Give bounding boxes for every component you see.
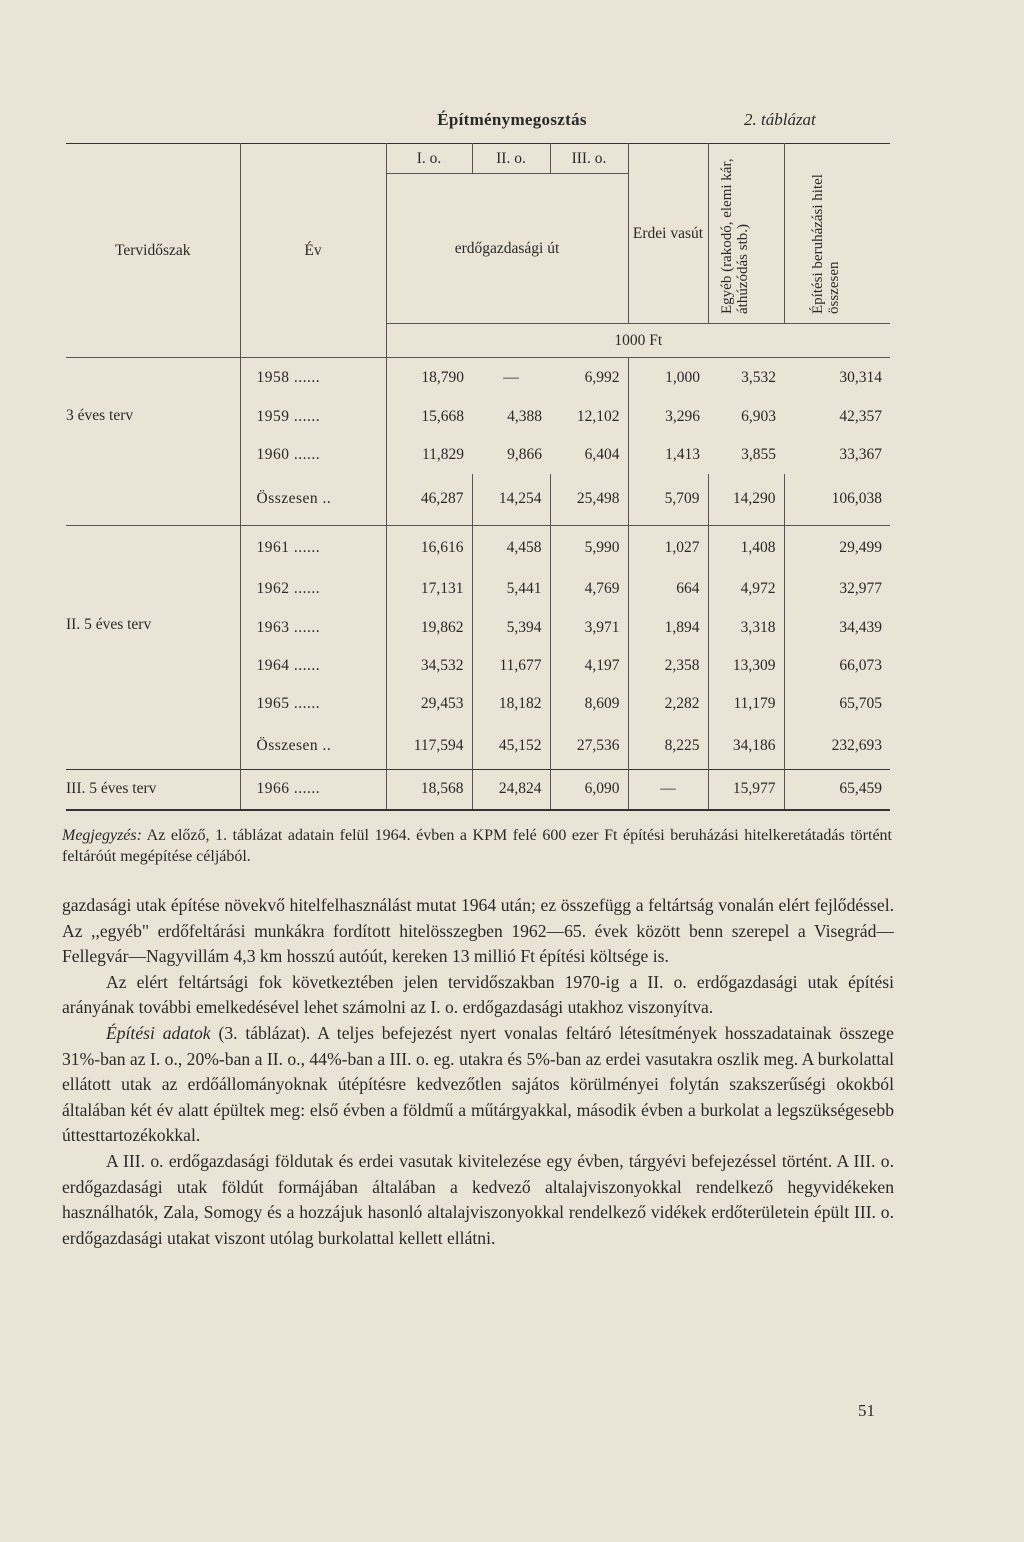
value-cell: 18,568 <box>386 770 472 810</box>
page-number: 51 <box>858 1401 875 1420</box>
value-cell: 29,499 <box>784 526 890 570</box>
header-osszesen: Építési beruházási hitel összesen <box>784 144 890 324</box>
body-text <box>62 893 894 1251</box>
table-number: 2. táblázat <box>744 110 816 129</box>
total-cell: 34,186 <box>708 724 784 770</box>
note-label: Megjegyzés: <box>62 827 142 844</box>
value-cell: 32,977 <box>784 570 890 608</box>
total-cell: 8,225 <box>628 724 708 770</box>
value-cell: 65,705 <box>784 684 890 724</box>
year-cell: 1958 ...... <box>240 358 386 398</box>
value-cell: 2,282 <box>628 684 708 724</box>
value-cell: 34,439 <box>784 608 890 648</box>
year-cell: 1959 ...... <box>240 398 386 436</box>
table-row <box>66 770 890 810</box>
value-cell: 6,992 <box>584 368 620 386</box>
value-cell: 42,357 <box>839 407 882 425</box>
total-label: Összesen .. <box>240 474 386 526</box>
value-cell: 15,668 <box>386 398 472 436</box>
paragraph-lead: Építési adatok <box>106 1022 211 1043</box>
header-erdei-vasut: Erdei vasút <box>628 144 708 324</box>
value-cell: 18,790 <box>386 358 472 398</box>
value-cell: 4,769 <box>550 570 628 608</box>
value-cell: 3,532 <box>741 368 776 386</box>
group-label: 3 éves terv <box>66 406 134 424</box>
year-cell: 1961 ...... <box>240 526 386 570</box>
value-cell: 24,824 <box>472 770 550 810</box>
table-row <box>66 526 890 570</box>
year-cell: 1966 ...... <box>240 770 386 810</box>
group-label: II. 5 éves terv <box>66 615 152 633</box>
value-cell: 1,408 <box>708 526 784 570</box>
total-cell: 25,498 <box>550 474 628 526</box>
paragraph <box>62 1021 894 1149</box>
value-cell: 6,404 <box>584 445 620 463</box>
total-row <box>66 724 890 770</box>
value-cell: 11,179 <box>708 684 784 724</box>
value-cell: 4,458 <box>472 526 550 570</box>
header-erdogazdasagi-ut: erdőgazdasági út <box>386 174 628 324</box>
value-cell: 13,309 <box>708 648 784 684</box>
group-label: III. 5 éves terv <box>66 780 157 798</box>
paragraph: Az elért feltártsági fok következtében jelen tervidőszakban 1970-ig a II. o. erdőgazdasági utak építési arányának további emelkedésével lehet számolni az I. o. erdőgazdasági utakhoz viszonyítva. <box>62 971 894 1018</box>
value-cell: 8,609 <box>550 684 628 724</box>
total-cell: 5,709 <box>628 474 708 526</box>
header-class-1: I. o. <box>386 144 472 174</box>
value-cell: 1,027 <box>628 526 708 570</box>
value-cell: 18,182 <box>472 684 550 724</box>
year-cell: 1965 ...... <box>240 684 386 724</box>
value-cell: 1,894 <box>628 608 708 648</box>
value-cell: 30,314 <box>839 368 882 386</box>
value-cell: 3,296 <box>628 398 708 436</box>
value-cell: 3,971 <box>550 608 628 648</box>
value-cell: 3,318 <box>708 608 784 648</box>
value-cell: 9,866 <box>507 445 542 463</box>
value-cell: 11,677 <box>472 648 550 684</box>
total-cell: 117,594 <box>386 724 472 770</box>
value-cell: — <box>503 368 519 386</box>
value-cell: 33,367 <box>839 445 882 463</box>
value-cell: 4,972 <box>708 570 784 608</box>
year-cell: 1963 ...... <box>240 608 386 648</box>
value-cell: 6,903 <box>741 407 776 425</box>
paragraph: gazdasági utak építése növekvő hitelfelhasználást mutat 1964 után; ez összefügg a feltártság vonalán elért fejlődéssel. Az ,,egyéb" erdőfeltárási munkákra fordított hitelösszegben 1962—65. évek között benn szerepel a Visegrád—Fellegvár—Nagyvillám 4,3 km hosszú autóút, kereken 13 millió Ft építési költsége is. <box>62 895 894 967</box>
value-cell: 5,990 <box>550 526 628 570</box>
header-unit: 1000 Ft <box>386 324 890 358</box>
table-note <box>62 825 892 867</box>
value-cell: 19,862 <box>386 608 472 648</box>
value-cell: 15,977 <box>708 770 784 810</box>
total-cell: 232,693 <box>784 724 890 770</box>
page-title: Építménymegosztás <box>437 110 587 129</box>
header-class-2: II. o. <box>472 144 550 174</box>
value-cell: 16,616 <box>386 526 472 570</box>
total-row <box>66 474 890 526</box>
value-cell: 66,073 <box>784 648 890 684</box>
total-cell: 14,254 <box>472 474 550 526</box>
header-ev: Év <box>240 144 386 358</box>
value-cell: 5,441 <box>472 570 550 608</box>
total-cell: 14,290 <box>708 474 784 526</box>
header-egyeb: Egyéb (rakodó, elemi kár, áthúzódás stb.) <box>708 144 784 324</box>
value-cell: 29,453 <box>386 684 472 724</box>
value-cell: 4,388 <box>507 407 542 425</box>
total-cell: 45,152 <box>472 724 550 770</box>
table-row <box>66 358 890 398</box>
value-cell: 1,413 <box>628 436 708 474</box>
value-cell: 5,394 <box>472 608 550 648</box>
year-cell: 1962 ...... <box>240 570 386 608</box>
value-cell: 65,459 <box>784 770 890 810</box>
header-tervidoszak: Tervidőszak <box>114 241 191 259</box>
year-cell: 1960 ...... <box>240 436 386 474</box>
value-cell: 6,090 <box>550 770 628 810</box>
value-cell: 4,197 <box>550 648 628 684</box>
total-label: Összesen .. <box>240 724 386 770</box>
total-cell: 27,536 <box>550 724 628 770</box>
total-cell: 46,287 <box>386 474 472 526</box>
value-cell: 17,131 <box>386 570 472 608</box>
value-cell: — <box>628 770 708 810</box>
value-cell: 2,358 <box>628 648 708 684</box>
value-cell: 11,829 <box>386 436 472 474</box>
paragraph-text: (3. táblázat). A teljes befejezést nyert vonalas feltáró létesítmények hosszadatainak összege 31%-ban az I. o., 20%-ban a II. o., 44%-ban a III. o. eg. utakra és 5%-ban az erdei vasutakra oszlik meg. A burkolattal ellátott utak az erdőállományoknak útépítésre kedvezőtlen sajátos körülményei folytán szakszerűségi okokból általában két év alatt épültek meg: első évben a földmű a műtárgyakkal, második évben a burkolat a legszükségesebb úttesttartozékokkal. <box>62 1022 894 1146</box>
total-cell: 106,038 <box>784 474 890 526</box>
value-cell: 3,855 <box>741 445 776 463</box>
paragraph: A III. o. erdőgazdasági földutak és erdei vasutak kivitelezése egy évben, tárgyévi befejezéssel történt. A III. o. erdőgazdasági utak földút formájában általában a kedvező altalajviszonyokkal rendelkező hegyvidékeken használhatók, Zala, Somogy és a hozzájuk hasonló altalajviszonyokkal rendelkező vidékek erdőterületein épült III. o. erdőgazdasági utakat viszont utólag burkolattal kellett ellátni. <box>62 1150 894 1248</box>
header-class-3: III. o. <box>550 144 628 174</box>
note-text: Az előző, 1. táblázat adatain felül 1964. évben a KPM felé 600 ezer Ft építési beruházási hitelkeretátadás történt feltáróút megépítése céljából. <box>62 827 892 865</box>
year-cell: 1964 ...... <box>240 648 386 684</box>
value-cell: 1,000 <box>628 358 708 398</box>
value-cell: 12,102 <box>576 407 620 425</box>
value-cell: 664 <box>628 570 708 608</box>
value-cell: 34,532 <box>386 648 472 684</box>
data-table <box>66 143 890 811</box>
